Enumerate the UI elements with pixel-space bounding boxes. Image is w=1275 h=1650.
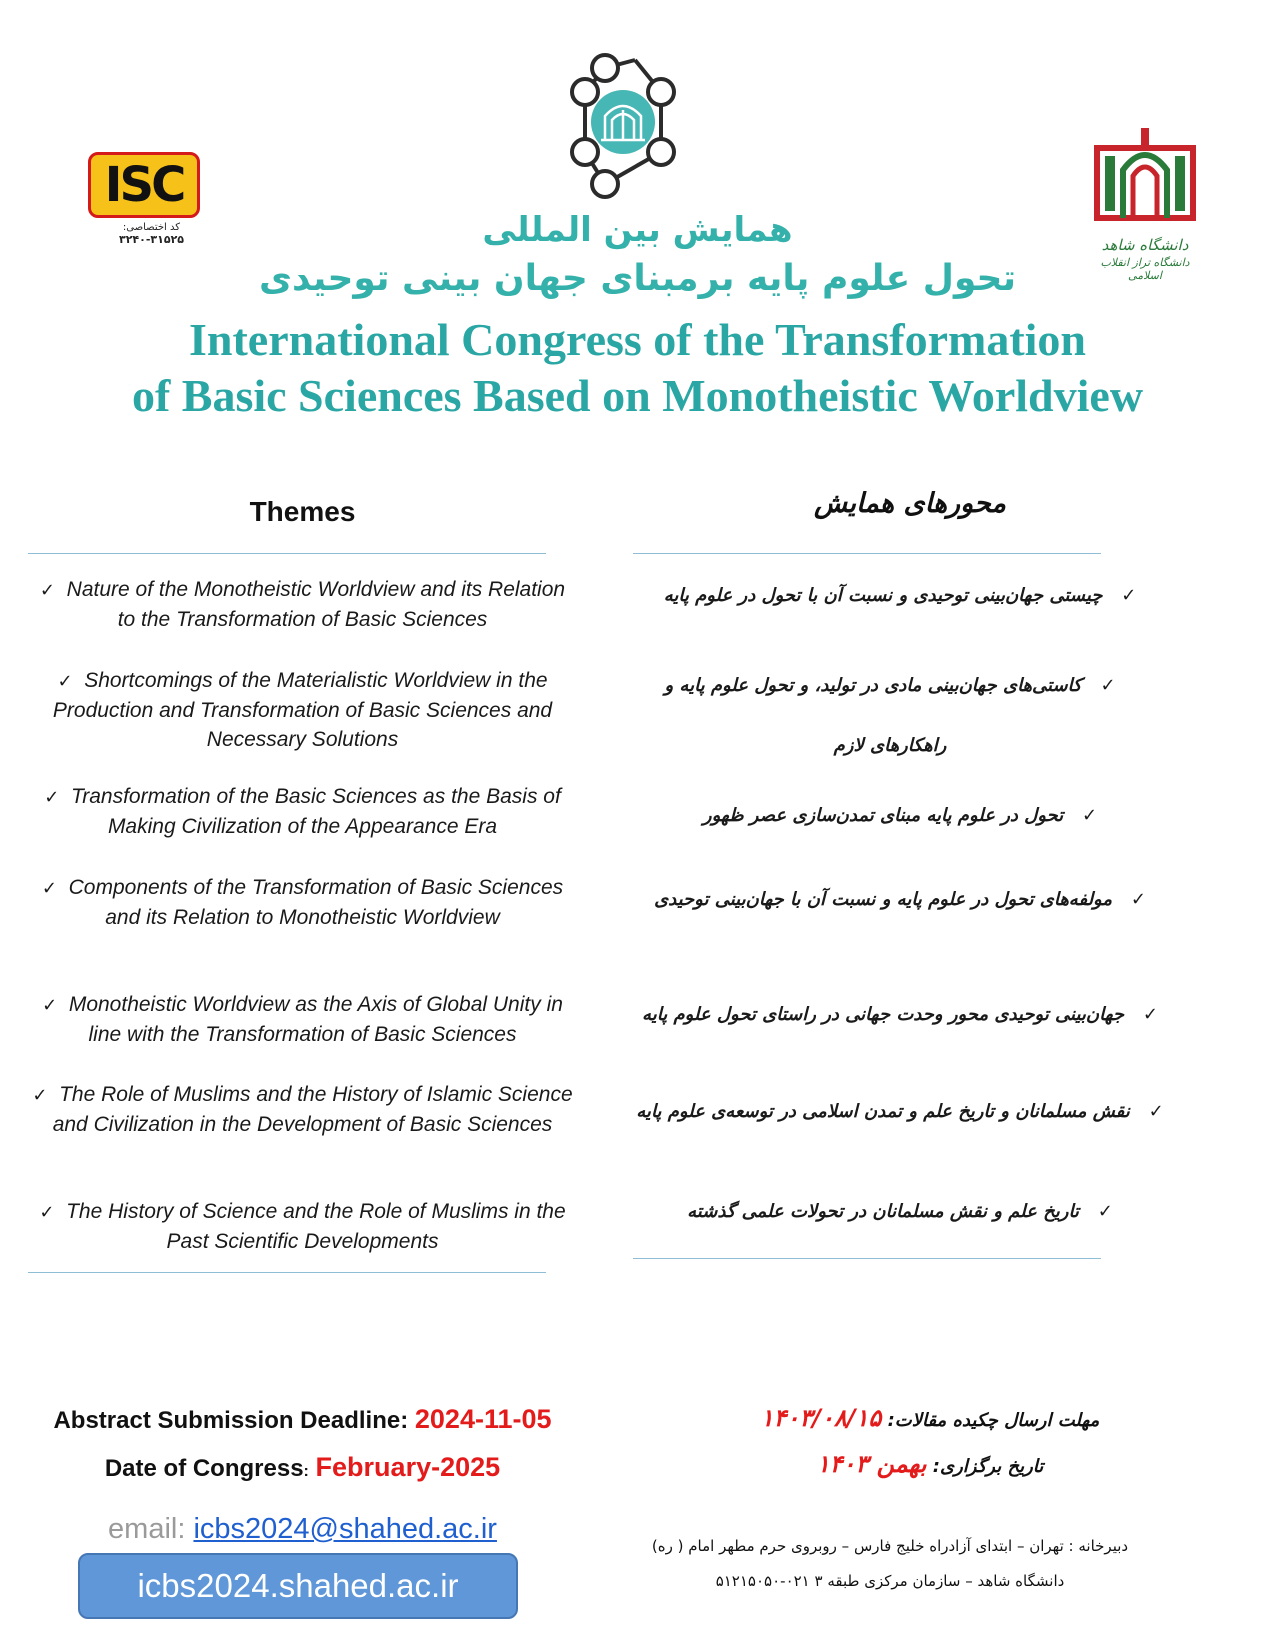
deadline-value-fa: ۱۴۰۳/۰۸/۱۵ (760, 1404, 882, 1432)
check-icon: ✓ (1082, 805, 1098, 826)
check-icon: ✓ (32, 1085, 48, 1106)
theme-fa-item (590, 870, 1210, 930)
website-button[interactable]: icbs2024.shahed.ac.ir (78, 1553, 518, 1619)
check-icon: ✓ (1130, 889, 1146, 910)
congress-separator: : (303, 1463, 309, 1480)
email-label: email: (108, 1513, 186, 1545)
congress-date-fa (680, 1450, 1180, 1478)
congress-logo-icon (555, 40, 715, 215)
email-line (30, 1513, 575, 1546)
congress-value-en: February-2025 (315, 1452, 501, 1482)
theme-en-text: Monotheistic Worldview as the Axis of Global Unity in line with the Transformation of Basic Sciences (68, 993, 563, 1046)
theme-en-item (30, 873, 575, 932)
theme-fa-text: مولفه‌های تحول در علوم پایه و نسبت آن با جهان‌بینی توحیدی (654, 889, 1112, 910)
secretariat-address-line2: دانشگاه شاهد – سازمان مرکزی طبقه ۳ ۰۲۱-۵۱۲۱۵۰۵۰ (715, 1572, 1065, 1590)
themes-heading-fa: محورهای همایش (814, 488, 1006, 519)
check-icon: ✓ (1142, 1004, 1158, 1025)
title-en-line2: of Basic Sciences Based on Monotheistic Worldview (131, 370, 1144, 421)
congress-label-fa: تاریخ برگزاری: (932, 1456, 1044, 1477)
theme-fa-item (590, 985, 1210, 1045)
theme-en-text: Transformation of the Basic Sciences as the Basis of Making Civilization of the Appearance Era (70, 785, 561, 838)
check-icon: ✓ (39, 1202, 55, 1223)
theme-fa-text: تحول در علوم پایه مبنای تمدن‌سازی عصر ظهور (702, 805, 1064, 826)
check-icon: ✓ (1100, 675, 1116, 696)
divider-bottom-fa (633, 1258, 1101, 1259)
theme-en-item (30, 575, 575, 634)
isc-code: ۳۲۴۰-۳۱۵۲۵ (119, 233, 184, 246)
shahed-name: دانشگاه شاهد (1101, 236, 1189, 254)
check-icon: ✓ (39, 580, 55, 601)
theme-fa-text: جهان‌بینی توحیدی محور وحدت جهانی در راستای تحول علوم پایه (642, 1004, 1125, 1025)
theme-en-item (30, 782, 575, 841)
congress-label-en: Date of Congress (104, 1455, 304, 1482)
theme-fa-item (590, 566, 1210, 626)
divider-top-en (28, 553, 546, 554)
theme-fa-text: چیستی جهان‌بینی توحیدی و نسبت آن با تحول در علوم پایه (663, 585, 1103, 606)
theme-fa-item (590, 1082, 1210, 1142)
theme-en-item (30, 990, 575, 1049)
congress-value-fa: بهمن ۱۴۰۳ (816, 1450, 927, 1478)
theme-fa-item (630, 656, 1150, 776)
theme-en-text: The Role of Muslims and the History of Islamic Science and Civilization in the Development of Basic Sciences (52, 1083, 573, 1136)
theme-en-item (30, 666, 575, 754)
isc-badge (88, 152, 200, 218)
check-icon: ✓ (1097, 1201, 1113, 1222)
check-icon: ✓ (41, 878, 57, 899)
secretariat-address-line1: دبیرخانه : تهران – ابتدای آزادراه خلیج فارس – روبروی حرم مطهر امام ( ره) (651, 1537, 1129, 1555)
theme-en-text: The History of Science and the Role of Muslims in the Past Scientific Developments (66, 1200, 566, 1253)
divider-top-fa (633, 553, 1101, 554)
theme-en-item (30, 1197, 575, 1256)
deadline-separator: : (400, 1407, 409, 1434)
check-icon: ✓ (1121, 585, 1137, 606)
theme-fa-text: کاستی‌های جهان‌بینی مادی در تولید، و تحول علوم پایه و راهکارهای لازم (664, 675, 1082, 756)
title-en (0, 312, 1275, 424)
check-icon: ✓ (57, 671, 73, 692)
title-fa-line1: همایش بین المللی (482, 210, 793, 250)
themes-heading-en: Themes (249, 496, 356, 527)
deadline-value-en: 2024-11-05 (414, 1404, 552, 1434)
theme-fa-text: نقش مسلمانان و تاریخ علم و تمدن اسلامی در توسعه‌ی علوم پایه (636, 1101, 1130, 1122)
abstract-deadline-en (30, 1404, 575, 1435)
theme-fa-item (590, 786, 1210, 846)
check-icon: ✓ (42, 995, 58, 1016)
title-en-line1: International Congress of the Transformation (189, 314, 1086, 365)
abstract-deadline-fa (680, 1404, 1180, 1432)
deadline-label-fa: مهلت ارسال چکیده مقالات: (887, 1410, 1100, 1431)
theme-en-text: Components of the Transformation of Basic Sciences and its Relation to Monotheistic Worldview (68, 876, 564, 929)
isc-logo-text: ISC (104, 157, 184, 213)
deadline-label-en: Abstract Submission Deadline (53, 1407, 401, 1434)
shahed-subtitle: دانشگاه تراز انقلاب اسلامی (1100, 256, 1190, 282)
theme-en-item (30, 1080, 575, 1139)
check-icon: ✓ (1148, 1101, 1164, 1122)
email-link[interactable]: icbs2024@shahed.ac.ir (193, 1513, 497, 1545)
isc-code-label: کد اختصاصی: (122, 222, 180, 233)
theme-en-text: Nature of the Monotheistic Worldview and its Relation to the Transformation of Basic Sciences (66, 578, 566, 631)
divider-bottom-en (28, 1272, 546, 1273)
check-icon: ✓ (44, 787, 60, 808)
theme-fa-item (590, 1182, 1210, 1242)
theme-fa-text: تاریخ علم و نقش مسلمانان در تحولات علمی گذشته (687, 1201, 1079, 1222)
theme-en-text: Shortcomings of the Materialistic Worldview in the Production and Transformation of Basic Sciences and Necessary Solutions (52, 669, 553, 751)
congress-date-en (30, 1452, 575, 1483)
title-fa-line2: تحول علوم پایه برمبنای جهان بینی توحیدی (258, 258, 1016, 299)
